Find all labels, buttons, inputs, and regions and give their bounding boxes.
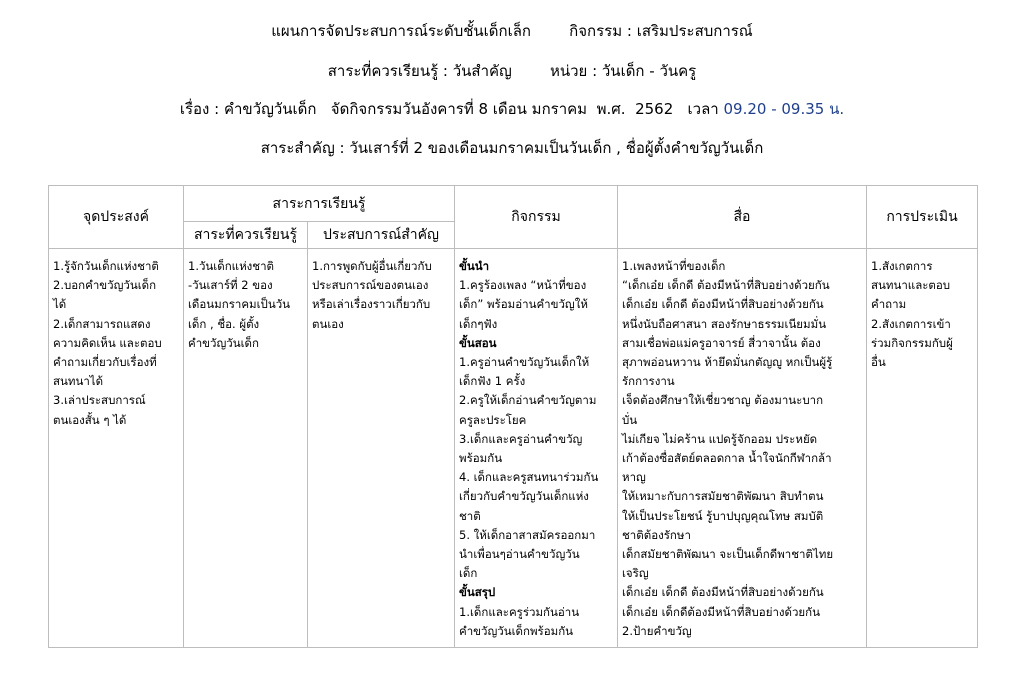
evaluation-line: สนทนาและตอบ	[871, 278, 951, 293]
media-cell	[618, 249, 867, 648]
media-line: บั่น	[622, 412, 638, 427]
key-concept-line: สาระสำคัญ : วันเสาร์ที่ 2 ของเดือนมกราคมเป็นวันเด็ก , ชื่อผู้ตั้งคำขวัญวันเด็ก	[260, 139, 764, 157]
activity-line: ครูละประโยค	[459, 412, 527, 427]
evaluation-line: 2.สังเกตการเข้า	[871, 316, 951, 331]
activity-line: 4. เด็กและครูสนทนาร่วมกัน	[459, 470, 599, 485]
media-line: 1.เพลงหน้าที่ของเด็ก	[622, 259, 726, 273]
evaluation-line: ร่วมกิจกรรมกับผู้	[871, 335, 953, 350]
evaluation-line: 1.สังเกตการ	[871, 259, 933, 273]
activity-header: กิจกรรม	[455, 186, 618, 249]
activity-line: เด็ก	[459, 566, 478, 581]
media-line: 2.ป้ายคำขวัญ	[622, 623, 692, 638]
plan-title: แผนการจัดประสบการณ์ระดับชั้นเด็กเล็ก กิจกรรม : เสริมประสบการณ์	[271, 22, 753, 40]
media-line: “เด็กเอ๋ย เด็กดี ต้องมีหน้าที่สิบอย่างด้วยกัน	[622, 278, 830, 293]
activity-line: 1.ครูอ่านคำขวัญวันเด็กให้	[459, 355, 590, 370]
media-line: สามเชื่อพ่อแม่ครูอาจารย์ สี่วาจานั้น ต้อง	[622, 335, 821, 350]
activity-line: นำเพื่อนๆอ่านคำขวัญวัน	[459, 547, 580, 562]
activity-line: เด็ก” พร้อมอ่านคำขวัญให้	[459, 297, 588, 312]
media-header: สื่อ	[618, 186, 867, 249]
plan-body-row	[49, 249, 978, 648]
experience-line: ประสบการณ์ของตนเอง	[312, 278, 429, 293]
media-line: เด็กสมัยชาติพัฒนา จะเป็นเด็กดีพาชาติไทย	[622, 547, 834, 562]
media-line: ให้เหมาะกับการสมัยชาติพัฒนา สิบทำตน	[622, 489, 824, 504]
content-line: เด็ก , ชื่อ. ผู้ตั้ง	[188, 316, 260, 331]
activity-cell	[455, 249, 618, 648]
media-line: เด็กเอ๋ย เด็กดี ต้องมีหน้าที่สิบอย่างด้วยกัน	[622, 585, 824, 600]
header-row	[49, 186, 978, 222]
objective-line: คำถามเกี่ยวกับเรื่องที่	[53, 355, 157, 370]
objective-line: 3.เล่าประสบการณ์	[53, 393, 146, 408]
media-line: สุภาพอ่อนหวาน ห้ายึดมั่นกตัญญู หกเป็นผู้รู้	[622, 355, 833, 370]
activity-line: 2.ครูให้เด็กอ่านคำขวัญตาม	[459, 393, 597, 408]
content-cell	[184, 249, 308, 648]
objective-line: ความคิดเห็น และตอบ	[53, 335, 162, 350]
activity-line: ขั้นนำ	[459, 259, 490, 273]
media-line: ไม่เกียจ ไม่คร้าน แปดรู้จักออม ประหยัด	[622, 431, 818, 446]
media-line: หนึ่งนับถือศาสนา สองรักษาธรรมเนียมมั่น	[622, 316, 827, 331]
evaluation-line: คำถาม	[871, 297, 907, 312]
experience-subheader: ประสบการณ์สำคัญ	[308, 222, 455, 249]
media-line: รักการงาน	[622, 374, 675, 389]
objective-line: 2.บอกคำขวัญวันเด็ก	[53, 278, 157, 293]
objective-line: 2.เด็กสามารถแสดง	[53, 316, 151, 331]
media-line: ให้เป็นประโยชน์ รู้บาปบุญคุณโทษ สมบัติ	[622, 508, 824, 523]
content-line: คำขวัญวันเด็ก	[188, 335, 259, 350]
activity-line: พร้อมกัน	[459, 451, 503, 466]
experience-line: หรือเล่าเรื่องราวเกี่ยวกับ	[312, 297, 431, 312]
objective-line: ตนเองสั้น ๆ ได้	[53, 412, 127, 427]
learning-header: สาระการเรียนรู้	[184, 186, 455, 222]
media-line: เจริญ	[622, 566, 649, 581]
media-line: เก้าต้องซื่อสัตย์ตลอดกาล น้ำใจนักกีฬากล้า	[622, 451, 832, 466]
activity-line: 1.ครูร้องเพลง “หน้าที่ของ	[459, 278, 587, 293]
activity-line: เกี่ยวกับคำขวัญวันเด็กแห่ง	[459, 489, 589, 504]
activity-line: เด็กๆฟัง	[459, 316, 498, 331]
objective-line: สนทนาได้	[53, 374, 104, 389]
experience-line: 1.การพูดกับผู้อื่นเกี่ยวกับ	[312, 259, 432, 273]
time-value: 09.20 - 09.35 น.	[723, 100, 845, 118]
objective-line: 1.รู้จักวันเด็กแห่งชาติ	[53, 259, 159, 273]
activity-line: 5. ให้เด็กอาสาสมัครออกมา	[459, 527, 596, 542]
experience-cell	[308, 249, 455, 648]
content-line: -วันเสาร์ที่ 2 ของ	[188, 278, 273, 293]
media-line: เด็กเอ๋ย เด็กดี ต้องมีหน้าที่สิบอย่างด้วยกัน	[622, 297, 824, 312]
activity-line: คำขวัญวันเด็กพร้อมกัน	[459, 623, 574, 638]
objective-cell	[49, 249, 184, 648]
evaluation-header: การประเมิน	[867, 186, 978, 249]
objective-line: ได้	[53, 297, 67, 312]
evaluation-cell	[867, 249, 978, 648]
lesson-plan-table	[48, 185, 978, 648]
activity-line: ชาติ	[459, 508, 481, 523]
content-line: 1.วันเด็กแห่งชาติ	[188, 259, 274, 273]
activity-line: ขั้นสรุป	[459, 585, 496, 600]
media-line: เด็กเอ๋ย เด็กดีต้องมีหน้าที่สิบอย่างด้วยกัน	[622, 604, 820, 619]
content-line: เดือนมกราคมเป็นวัน	[188, 297, 291, 312]
topic-text: เรื่อง : คำขวัญวันเด็ก จัดกิจกรรมวันอังคารที่ 8 เดือน มกราคม พ.ศ. 2562 เวลา	[179, 100, 724, 118]
activity-line: เด็กฟัง 1 ครั้ง	[459, 374, 526, 389]
objective-header: จุดประสงค์	[49, 186, 184, 249]
experience-line: ตนเอง	[312, 316, 344, 331]
activity-line: ขั้นสอน	[459, 335, 497, 350]
content-subheader: สาระที่ควรเรียนรู้	[184, 222, 308, 249]
media-line: เจ็ดต้องศึกษาให้เชี่ยวชาญ ต้องมานะบาก	[622, 393, 824, 408]
activity-line: 3.เด็กและครูอ่านคำขวัญ	[459, 431, 583, 446]
evaluation-line: อื่น	[871, 355, 886, 370]
unit-line: สาระที่ควรเรียนรู้ : วันสำคัญ หน่วย : วันเด็ก - วันครู	[327, 62, 697, 80]
activity-line: 1.เด็กและครูร่วมกันอ่าน	[459, 604, 580, 619]
media-line: หาญ	[622, 470, 646, 485]
topic-line	[0, 99, 1024, 119]
media-line: ชาติต้องรักษา	[622, 527, 691, 542]
